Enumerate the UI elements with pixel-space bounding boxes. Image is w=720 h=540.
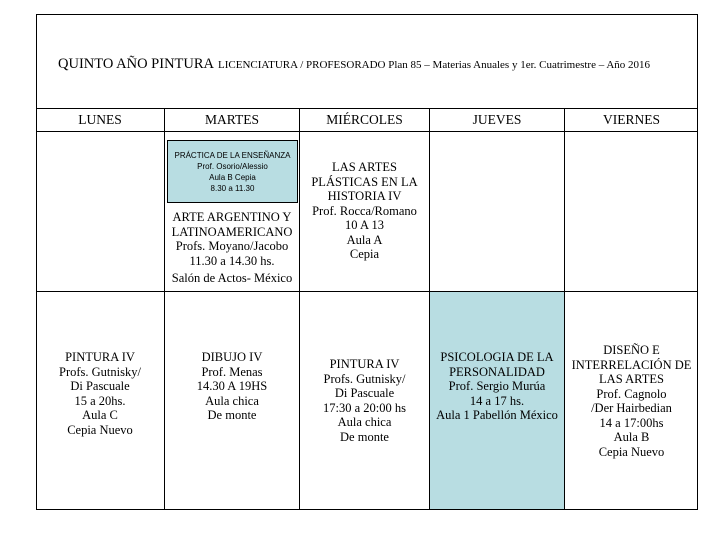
note-line: Prof. Osorio/Alessio <box>197 162 268 171</box>
day-header-jueves: JUEVES <box>472 112 522 127</box>
cell-line: PINTURA IV <box>65 350 135 364</box>
day-header-miercoles: MIÉRCOLES <box>326 112 403 127</box>
martes-room <box>165 271 299 286</box>
cell-line: Cepia Nuevo <box>598 444 665 459</box>
cell-line: Cepia <box>349 247 380 261</box>
cell-line: 14.30 A 19HS <box>196 379 268 393</box>
grid-line <box>164 108 165 510</box>
miercoles-class-pintura <box>300 357 429 444</box>
cell-line: 11.30 a 14.30 hs. <box>189 253 275 268</box>
day-header-viernes: VIERNES <box>603 112 660 127</box>
grid-line <box>429 108 430 510</box>
grid-line <box>36 108 698 109</box>
cell-line: Prof. Rocca/Romano <box>312 203 417 218</box>
cell-line: Profs. Gutnisky/ <box>59 364 141 379</box>
cell-line: Prof. Menas <box>201 364 263 379</box>
note-line: PRÁCTICA DE LA ENSEÑANZA <box>174 151 291 160</box>
cell-line: De monte <box>207 408 257 422</box>
cell-line: Di Pascuale <box>70 379 130 393</box>
cell-line: 15 a 20hs. <box>74 393 126 408</box>
cell-line: /Der Hairbedian <box>591 401 672 415</box>
cell-line: Di Pascuale <box>334 386 395 400</box>
cell-line: LAS ARTES <box>332 160 397 174</box>
cell-line: INTERRELACIÓN DE <box>571 357 692 372</box>
day-header-martes: MARTES <box>205 112 259 127</box>
cell-line: Cepia Nuevo <box>67 422 133 437</box>
day-header-lunes: LUNES <box>78 112 122 127</box>
cell-line: ARTE ARGENTINO Y <box>172 210 292 224</box>
note-line: 8.30 a 11.30 <box>210 184 255 193</box>
lunes-class-pintura <box>36 350 164 437</box>
martes-class-arte-argentino <box>165 210 299 268</box>
cell-line: Aula C <box>82 408 118 422</box>
jueves-class-psicologia <box>430 350 564 423</box>
title-detail: LICENCIATURA / PROFESORADO Plan 85 – Materias Anuales y 1er. Cuatrimestre – Año 2016 <box>218 59 651 71</box>
cell-line: HISTORIA IV <box>327 189 402 203</box>
cell-line: LATINOAMERICANO <box>171 224 293 239</box>
cell-line: Aula 1 Pabellón México <box>436 408 558 422</box>
cell-line: 14 a 17 hs. <box>469 393 525 408</box>
grid-line <box>36 131 698 132</box>
cell-line: Aula A <box>346 232 383 247</box>
cell-line: PERSONALIDAD <box>449 364 545 379</box>
cell-line: De monte <box>340 429 389 444</box>
cell-line: Aula B <box>613 430 650 444</box>
cell-line: Aula chica <box>205 393 259 408</box>
practica-ensenanza-note <box>167 140 298 203</box>
cell-line: Prof. Sergio Murúa <box>448 379 546 393</box>
page-title <box>58 55 650 73</box>
note-line: Aula B Cepia <box>209 173 256 182</box>
cell-line: DIBUJO IV <box>201 350 263 364</box>
martes-class-dibujo <box>165 350 299 423</box>
cell-line: PINTURA IV <box>329 357 400 371</box>
cell-line: Aula chica <box>337 415 392 429</box>
title-main: QUINTO AÑO PINTURA <box>58 56 215 72</box>
cell-line: PLÁSTICAS EN LA <box>311 174 418 189</box>
viernes-class-diseno <box>565 343 698 459</box>
cell-line: Salón de Actos- México <box>171 271 293 285</box>
grid-line <box>36 291 698 292</box>
cell-line: 14 a 17:00hs <box>599 415 664 430</box>
cell-line: Profs. Moyano/Jacobo <box>175 239 289 253</box>
cell-line: 10 A 13 <box>345 218 384 232</box>
cell-line: PSICOLOGIA DE LA <box>440 350 554 364</box>
cell-line: Profs. Gutnisky/ <box>323 371 406 386</box>
cell-line: LAS ARTES <box>599 372 664 386</box>
miercoles-class-artes-plasticas <box>300 160 429 262</box>
cell-line: DISEÑO E <box>603 343 660 357</box>
cell-line: Prof. Cagnolo <box>596 386 667 401</box>
cell-line: 17:30 a 20:00 hs <box>323 400 406 415</box>
